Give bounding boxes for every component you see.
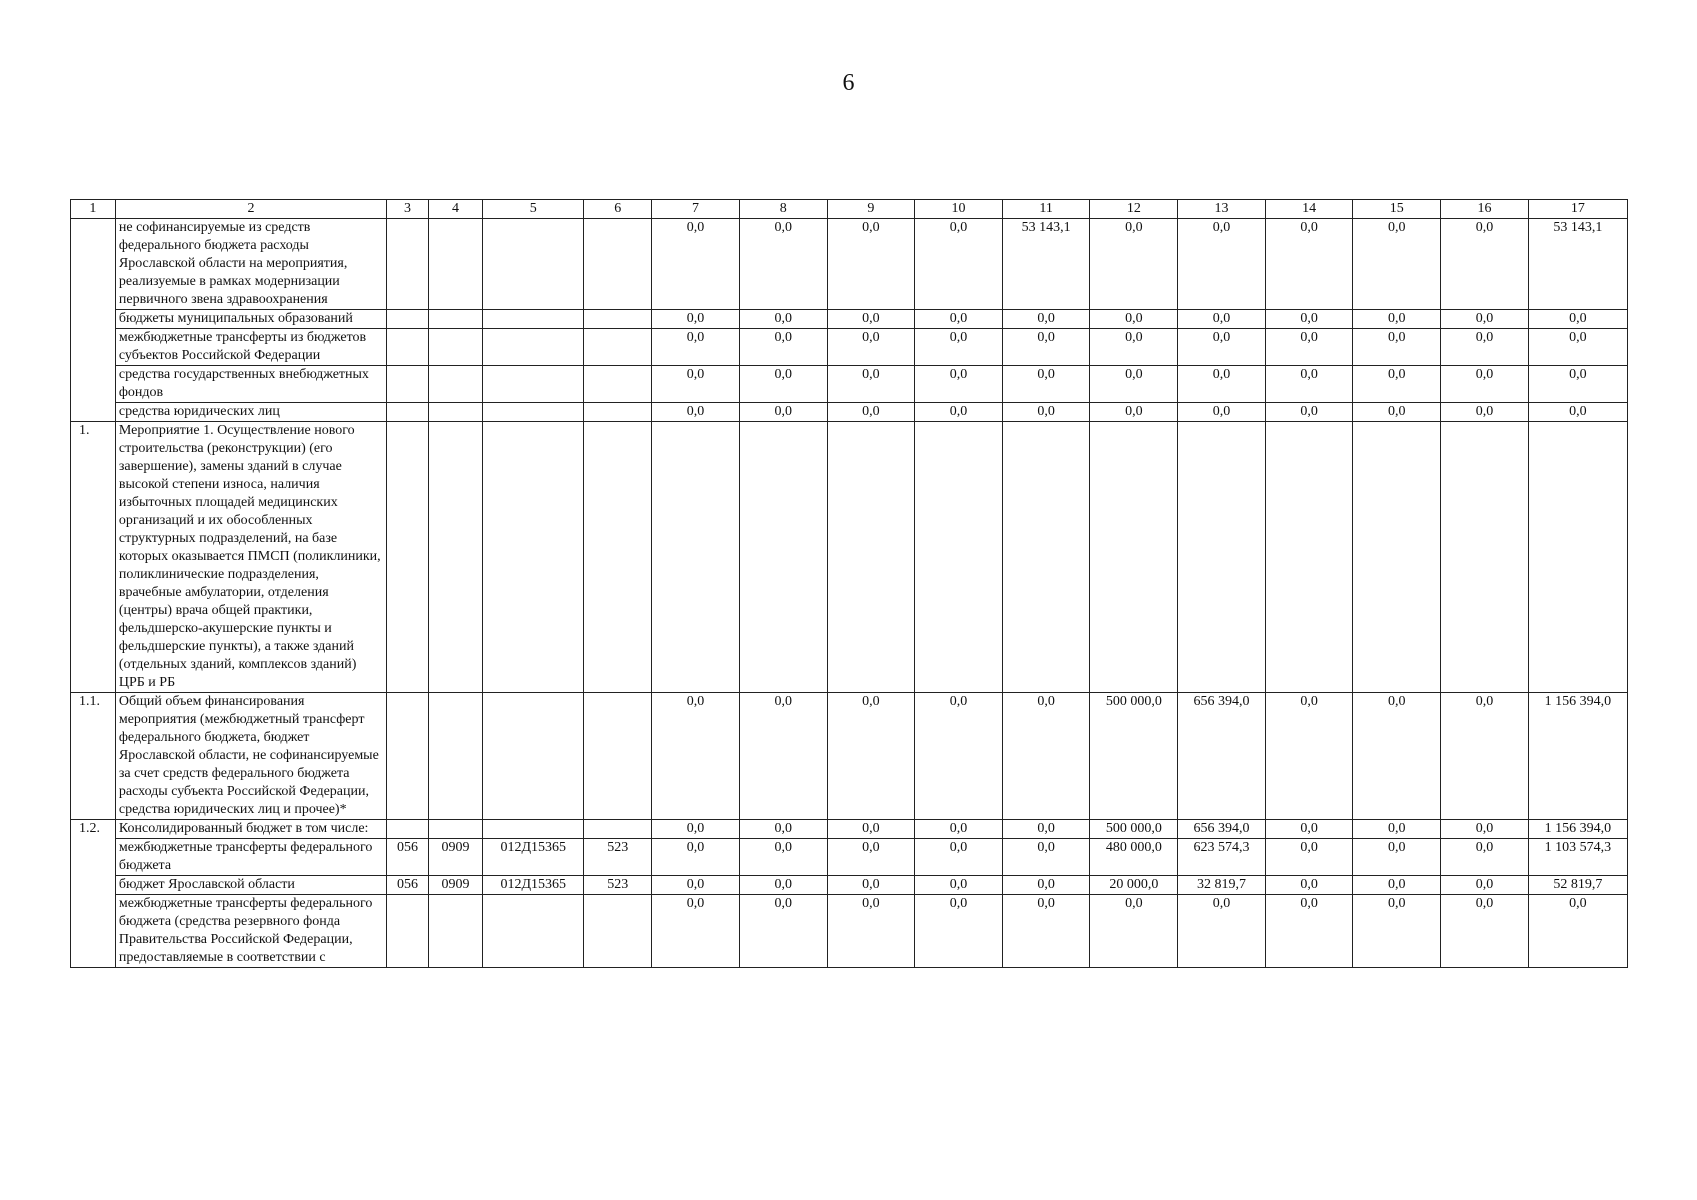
value-cell: 500 000,0: [1090, 820, 1178, 839]
column-header: 4: [428, 200, 482, 219]
table-row: [71, 820, 1628, 839]
row-name: межбюджетные трансферты федерального бюджета (средства резервного фонда Правительства Российской Федерации, предоставляемые в соответствии с: [115, 895, 386, 968]
value-cell: 0,0: [1528, 329, 1627, 366]
col-5-code: [483, 895, 584, 968]
col-5-code: [483, 366, 584, 403]
col-3-code: [387, 895, 429, 968]
value-cell: 0,0: [652, 310, 740, 329]
col-3-code: [387, 820, 429, 839]
value-cell: 0,0: [1178, 219, 1266, 310]
value-cell: 0,0: [1353, 403, 1441, 422]
value-cell: 0,0: [1441, 403, 1529, 422]
value-cell: [1353, 422, 1441, 693]
value-cell: 0,0: [915, 693, 1003, 820]
value-cell: [1265, 422, 1353, 693]
col-5-code: [483, 310, 584, 329]
col-4-code: [428, 693, 482, 820]
col-6-code: [584, 403, 652, 422]
value-cell: 0,0: [1441, 895, 1529, 968]
col-3-code: [387, 219, 429, 310]
table-row: [71, 310, 1628, 329]
value-cell: 0,0: [1353, 876, 1441, 895]
table-row: [71, 876, 1628, 895]
value-cell: 0,0: [652, 839, 740, 876]
row-name: межбюджетные трансферты федерального бюджета: [115, 839, 386, 876]
col-6-code: [584, 820, 652, 839]
value-cell: 0,0: [1265, 820, 1353, 839]
col-4-code: [428, 329, 482, 366]
column-header: 6: [584, 200, 652, 219]
value-cell: 53 143,1: [1002, 219, 1090, 310]
value-cell: 0,0: [915, 895, 1003, 968]
value-cell: 0,0: [915, 403, 1003, 422]
value-cell: 0,0: [827, 895, 915, 968]
value-cell: 0,0: [1353, 693, 1441, 820]
value-cell: [827, 422, 915, 693]
value-cell: 1 156 394,0: [1528, 693, 1627, 820]
value-cell: 0,0: [1178, 310, 1266, 329]
value-cell: 0,0: [827, 310, 915, 329]
value-cell: 0,0: [1002, 820, 1090, 839]
value-cell: 0,0: [1528, 310, 1627, 329]
value-cell: 0,0: [1441, 329, 1529, 366]
value-cell: 1 103 574,3: [1528, 839, 1627, 876]
value-cell: 0,0: [1002, 403, 1090, 422]
value-cell: 0,0: [1441, 876, 1529, 895]
value-cell: 0,0: [915, 839, 1003, 876]
value-cell: 0,0: [739, 839, 827, 876]
value-cell: 0,0: [652, 366, 740, 403]
col-3-code: [387, 403, 429, 422]
value-cell: 0,0: [652, 876, 740, 895]
value-cell: 0,0: [827, 820, 915, 839]
col-4-code: [428, 403, 482, 422]
col-4-code: 0909: [428, 876, 482, 895]
value-cell: 0,0: [1265, 895, 1353, 968]
col-4-code: [428, 366, 482, 403]
table-row: [71, 895, 1628, 968]
value-cell: [652, 422, 740, 693]
col-3-code: [387, 366, 429, 403]
table-row: [71, 219, 1628, 310]
value-cell: 0,0: [1353, 820, 1441, 839]
value-cell: 0,0: [1265, 693, 1353, 820]
table-row: [71, 693, 1628, 820]
value-cell: [1178, 422, 1266, 693]
row-index: 1.2.: [71, 820, 116, 968]
col-3-code: 056: [387, 876, 429, 895]
column-header: 3: [387, 200, 429, 219]
value-cell: 52 819,7: [1528, 876, 1627, 895]
value-cell: 0,0: [739, 219, 827, 310]
value-cell: 0,0: [739, 329, 827, 366]
column-header: 9: [827, 200, 915, 219]
row-name: Общий объем финансирования мероприятия (межбюджетный трансферт федерального бюджета, бюджет Ярославской области, не софинансируемые за счет средств федерального бюджета расходы субъекта Российской Федерации, средства юридических лиц и прочее)*: [115, 693, 386, 820]
value-cell: 0,0: [1441, 366, 1529, 403]
value-cell: 1 156 394,0: [1528, 820, 1627, 839]
col-6-code: [584, 329, 652, 366]
column-header: 17: [1528, 200, 1627, 219]
row-name: бюджеты муниципальных образований: [115, 310, 386, 329]
value-cell: 0,0: [1528, 403, 1627, 422]
col-4-code: [428, 820, 482, 839]
col-6-code: [584, 219, 652, 310]
value-cell: 0,0: [827, 693, 915, 820]
value-cell: 0,0: [827, 219, 915, 310]
row-name: Мероприятие 1. Осуществление нового строительства (реконструкции) (его завершение), замены зданий в случае высокой степени износа, наличия избыточных площадей медицинских организаций и их обособленных структурных подразделений, на базе которых оказывается ПМСП (поликлиники, поликлинические подразделения, врачебные амбулатории, отделения (центры) врача общей практики, фельдшерско-акушерские пункты и фельдшерские пункты), а также зданий (отдельных зданий, комплексов зданий) ЦРБ и РБ: [115, 422, 386, 693]
table-row: [71, 422, 1628, 693]
col-5-code: [483, 422, 584, 693]
column-header: 7: [652, 200, 740, 219]
value-cell: 0,0: [1353, 310, 1441, 329]
value-cell: 0,0: [1265, 403, 1353, 422]
column-header: 11: [1002, 200, 1090, 219]
value-cell: 0,0: [652, 329, 740, 366]
col-3-code: [387, 310, 429, 329]
row-index: [71, 219, 116, 422]
value-cell: 0,0: [1441, 219, 1529, 310]
col-6-code: [584, 422, 652, 693]
col-4-code: [428, 895, 482, 968]
value-cell: 0,0: [1090, 310, 1178, 329]
col-5-code: [483, 403, 584, 422]
value-cell: 0,0: [1002, 876, 1090, 895]
col-4-code: 0909: [428, 839, 482, 876]
value-cell: 0,0: [1441, 693, 1529, 820]
value-cell: 0,0: [1265, 329, 1353, 366]
value-cell: 0,0: [1353, 219, 1441, 310]
value-cell: 53 143,1: [1528, 219, 1627, 310]
value-cell: 0,0: [827, 329, 915, 366]
row-index: 1.1.: [71, 693, 116, 820]
value-cell: 623 574,3: [1178, 839, 1266, 876]
column-header: 16: [1441, 200, 1529, 219]
value-cell: 0,0: [1353, 895, 1441, 968]
value-cell: [1441, 422, 1529, 693]
value-cell: 0,0: [1002, 693, 1090, 820]
row-name: не софинансируемые из средств федерального бюджета расходы Ярославской области на мероприятия, реализуемые в рамках модернизации первичного звена здравоохранения: [115, 219, 386, 310]
column-header: 10: [915, 200, 1003, 219]
row-name: средства государственных внебюджетных фондов: [115, 366, 386, 403]
value-cell: [1090, 422, 1178, 693]
table-row: [71, 403, 1628, 422]
value-cell: 0,0: [827, 876, 915, 895]
col-3-code: [387, 329, 429, 366]
value-cell: 0,0: [1090, 403, 1178, 422]
row-name: межбюджетные трансферты из бюджетов субъектов Российской Федерации: [115, 329, 386, 366]
table-row: [71, 366, 1628, 403]
value-cell: 0,0: [915, 876, 1003, 895]
header-row: [71, 200, 1628, 219]
value-cell: 0,0: [827, 839, 915, 876]
col-5-code: [483, 219, 584, 310]
value-cell: 0,0: [1265, 310, 1353, 329]
row-name: Консолидированный бюджет в том числе:: [115, 820, 386, 839]
value-cell: 0,0: [652, 219, 740, 310]
col-5-code: [483, 693, 584, 820]
value-cell: 0,0: [739, 895, 827, 968]
value-cell: 0,0: [652, 403, 740, 422]
value-cell: 0,0: [1178, 366, 1266, 403]
col-3-code: [387, 693, 429, 820]
value-cell: 0,0: [652, 895, 740, 968]
value-cell: 0,0: [1002, 366, 1090, 403]
value-cell: 0,0: [915, 366, 1003, 403]
table-body: [71, 200, 1628, 968]
col-6-code: [584, 693, 652, 820]
col-5-code: [483, 820, 584, 839]
value-cell: 0,0: [1002, 839, 1090, 876]
value-cell: 0,0: [652, 693, 740, 820]
value-cell: 0,0: [1441, 820, 1529, 839]
row-name: бюджет Ярославской области: [115, 876, 386, 895]
value-cell: 0,0: [739, 366, 827, 403]
column-header: 13: [1178, 200, 1266, 219]
value-cell: 0,0: [915, 310, 1003, 329]
value-cell: 0,0: [1178, 403, 1266, 422]
value-cell: [739, 422, 827, 693]
value-cell: 656 394,0: [1178, 693, 1266, 820]
col-4-code: [428, 219, 482, 310]
value-cell: 0,0: [739, 820, 827, 839]
value-cell: 0,0: [827, 366, 915, 403]
value-cell: 0,0: [1441, 310, 1529, 329]
value-cell: 0,0: [1265, 876, 1353, 895]
value-cell: 0,0: [1002, 329, 1090, 366]
value-cell: 0,0: [1002, 310, 1090, 329]
value-cell: 480 000,0: [1090, 839, 1178, 876]
col-3-code: [387, 422, 429, 693]
value-cell: 0,0: [652, 820, 740, 839]
value-cell: 0,0: [739, 403, 827, 422]
value-cell: 0,0: [1265, 219, 1353, 310]
col-5-code: 012Д15365: [483, 876, 584, 895]
value-cell: 0,0: [1265, 839, 1353, 876]
value-cell: 0,0: [1090, 329, 1178, 366]
row-name: средства юридических лиц: [115, 403, 386, 422]
column-header: 5: [483, 200, 584, 219]
column-header: 12: [1090, 200, 1178, 219]
page-number: 6: [842, 70, 855, 96]
value-cell: 32 819,7: [1178, 876, 1266, 895]
col-4-code: [428, 310, 482, 329]
value-cell: 0,0: [1002, 895, 1090, 968]
value-cell: [1002, 422, 1090, 693]
table-wrapper: [70, 199, 1628, 968]
value-cell: [915, 422, 1003, 693]
budget-table: [70, 199, 1628, 968]
value-cell: 0,0: [1090, 219, 1178, 310]
value-cell: 0,0: [739, 876, 827, 895]
value-cell: 0,0: [1090, 895, 1178, 968]
value-cell: 0,0: [1441, 839, 1529, 876]
value-cell: 500 000,0: [1090, 693, 1178, 820]
col-5-code: 012Д15365: [483, 839, 584, 876]
table-row: [71, 839, 1628, 876]
value-cell: [1528, 422, 1627, 693]
col-4-code: [428, 422, 482, 693]
row-index: 1.: [71, 422, 116, 693]
column-header: 2: [115, 200, 386, 219]
value-cell: 0,0: [1178, 895, 1266, 968]
value-cell: 0,0: [915, 219, 1003, 310]
value-cell: 656 394,0: [1178, 820, 1266, 839]
table-row: [71, 329, 1628, 366]
col-6-code: [584, 366, 652, 403]
value-cell: 0,0: [1528, 366, 1627, 403]
value-cell: 0,0: [1090, 366, 1178, 403]
value-cell: 0,0: [1528, 895, 1627, 968]
col-3-code: 056: [387, 839, 429, 876]
col-6-code: 523: [584, 876, 652, 895]
col-6-code: [584, 310, 652, 329]
column-header: 1: [71, 200, 116, 219]
value-cell: 0,0: [1353, 329, 1441, 366]
value-cell: 0,0: [1353, 366, 1441, 403]
value-cell: 0,0: [827, 403, 915, 422]
value-cell: 0,0: [915, 329, 1003, 366]
column-header: 14: [1265, 200, 1353, 219]
value-cell: 0,0: [739, 310, 827, 329]
column-header: 15: [1353, 200, 1441, 219]
value-cell: 0,0: [1265, 366, 1353, 403]
value-cell: 0,0: [915, 820, 1003, 839]
col-6-code: 523: [584, 839, 652, 876]
column-header: 8: [739, 200, 827, 219]
col-6-code: [584, 895, 652, 968]
value-cell: 0,0: [1353, 839, 1441, 876]
value-cell: 20 000,0: [1090, 876, 1178, 895]
value-cell: 0,0: [1178, 329, 1266, 366]
value-cell: 0,0: [739, 693, 827, 820]
col-5-code: [483, 329, 584, 366]
